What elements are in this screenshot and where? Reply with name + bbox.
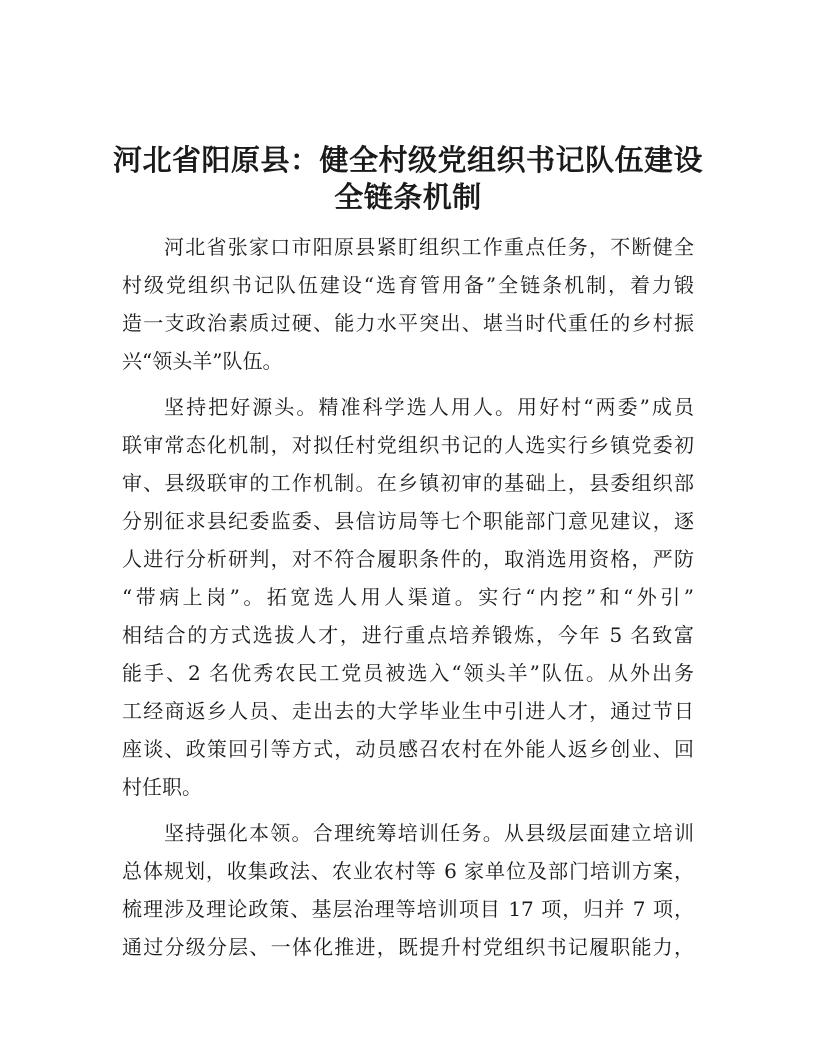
title-line-1: 河北省阳原县：健全村级党组织书记队伍建设	[112, 143, 703, 177]
text-line: 河北省张家口市阳原县紧盯组织工作重点任务，不断健全	[164, 235, 694, 259]
text-line: 总体规划，收集政法、农业农村等 6 家单位及部门培训方案，	[122, 859, 694, 883]
text-line: 兴“领头羊”队伍。	[122, 349, 283, 373]
title-line-2: 全链条机制	[334, 180, 482, 214]
text-line: 相结合的方式选拔人才，进行重点培养锻炼，今年 5 名致富	[122, 623, 694, 647]
text-line: 村任职。	[122, 775, 202, 799]
text-line: “带病上岗”。拓宽选人用人渠道。实行“内挖”和“外引”	[122, 585, 694, 609]
text-line: 工经商返乡人员、走出去的大学毕业生中引进人才，通过节日	[122, 699, 694, 723]
text-line: 联审常态化机制，对拟任村党组织书记的人选实行乡镇党委初	[122, 433, 694, 457]
paragraph-source	[122, 388, 694, 806]
document-title	[100, 142, 716, 216]
paragraph-training	[122, 814, 694, 966]
text-line: 梳理涉及理论政策、基层治理等培训项目 17 项，归并 7 项，	[122, 897, 694, 921]
text-line: 坚持强化本领。合理统筹培训任务。从县级层面建立培训	[164, 821, 694, 845]
text-line: 造一支政治素质过硬、能力水平突出、堪当时代重任的乡村振	[122, 311, 694, 335]
text-line: 分别征求县纪委监委、县信访局等七个职能部门意见建议，逐	[122, 509, 694, 533]
text-line: 通过分级分层、一体化推进，既提升村党组织书记履职能力，	[122, 935, 694, 959]
document-body	[122, 228, 694, 974]
paragraph-intro	[122, 228, 694, 380]
text-line: 人进行分析研判，对不符合履职条件的，取消选用资格，严防	[122, 547, 694, 571]
text-line: 村级党组织书记队伍建设“选育管用备”全链条机制，着力锻	[122, 273, 694, 297]
text-line: 能手、2 名优秀农民工党员被选入“领头羊”队伍。从外出务	[122, 661, 694, 685]
text-line: 座谈、政策回引等方式，动员感召农村在外能人返乡创业、回	[122, 737, 694, 761]
text-line: 坚持把好源头。精准科学选人用人。用好村“两委”成员	[164, 395, 694, 419]
text-line: 审、县级联审的工作机制。在乡镇初审的基础上，县委组织部	[122, 471, 694, 495]
